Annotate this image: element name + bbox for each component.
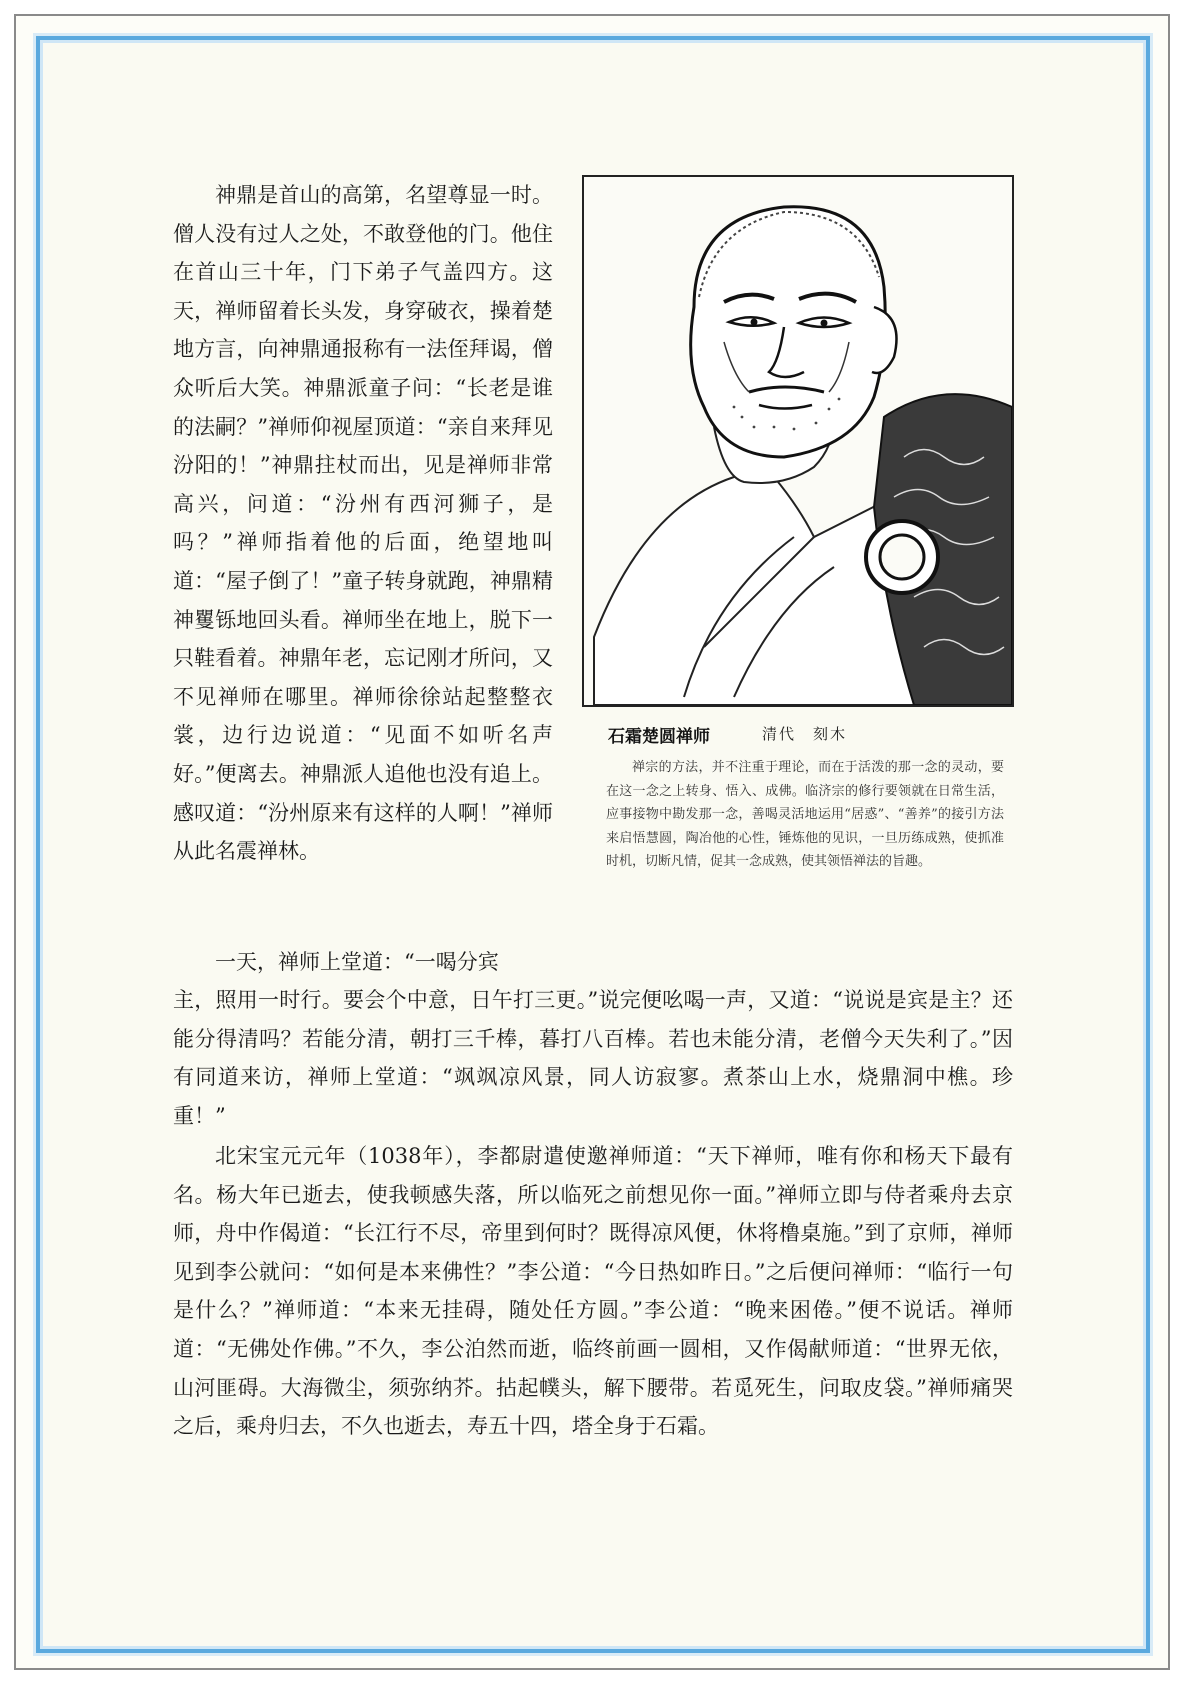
- paragraph-3: 北宋宝元元年（1038年），李都尉遣使邀禅师道：“天下禅师，唯有你和杨天下最有名。杨大年已逝去，使我顿感失落，所以临死之前想见你一面。”禅师立即与侍者乘舟去京师，舟中作偈道：“长江行不尽，帝里到何时？既得凉风便，休将橹桌施。”到了京师，禅师见到李公就问：“如何是本来佛性？”李公道：“今日热如昨日。”之后便问禅师：“临行一句是什么？”禅师道：“本来无挂碍，随处任方圆。”李公道：“晚来困倦。”便不说话。禅师道：“无佛处作佛。”不久，李公泊然而逝，临终前画一圆相，又作偈献师道：“世界无依，山河匪碍。大海微尘，须弥纳芥。拈起幞头，解下腰带。若觅死生，问取皮袋。”禅师痛哭之后，乘舟归去，不久也逝去，寿五十四，塔全身于石霜。: [173, 1144, 1013, 1439]
- monk-portrait-drawing: [584, 177, 1012, 705]
- paragraph-2-rest: 主，照用一时行。要会个中意，日午打三更。”说完便吆喝一声，又道：“说说是宾是主？还能分得清吗？若能分清，朝打三千棒，暮打八百棒。若也未能分清，老僧今天失利了。”因有同道来访，禅师上堂道：“飒飒凉风景，同人访寂寥。煮茶山上水，烧鼎洞中樵。珍重！”: [173, 988, 1013, 1128]
- figure-description: 禅宗的方法，并不注重于理论，而在于活泼的那一念的灵动，要在这一念之上转身、悟入、成佛。临济宗的修行要领就在日常生活，应事接物中勘发那一念，善喝灵活地运用“居惑”、“善养”的接引方法来启悟慧圆，陶冶他的心性，锤炼他的见识，一旦历练成熟，使抓准时机，切断凡情，促其一念成熟，使其领悟禅法的旨趣。: [606, 760, 1004, 869]
- paragraph-2-start: 一天，禅师上堂道：“一喝分宾: [215, 950, 499, 974]
- figure-era: 清代 刻木: [762, 725, 848, 743]
- paragraph-1: 神鼎是首山的高第，名望尊显一时。僧人没有过人之处，不敢登他的门。他住在首山三十年，门下弟子气盖四方。这天，禅师留着长头发，身穿破衣，操着楚地方言，向神鼎通报称有一法侄拜谒，僧众听后大笑。神鼎派童子问：“长老是谁的法嗣？”禅师仰视屋顶道：“亲自来拜见汾阳的！”神鼎拄杖而出，见是禅师非常高兴，问道：“汾州有西河狮子，是吗？”禅师指着他的后面，绝望地叫道：“屋子倒了！”童子转身就跑，神鼎精神矍铄地回头看。禅师坐在地上，脱下一只鞋看着。神鼎年老，忘记刚才所问，又不见禅师在哪里。禅师徐徐站起整整衣裳，边行边说道：“见面不如听名声好。”便离去。神鼎派人追他也没有追上。感叹道：“汾州原来有这样的人啊！”禅师从此名震禅林。: [173, 183, 553, 864]
- figure-title: 石霜楚圆禅师: [608, 727, 710, 747]
- woodcut-portrait-image: [582, 175, 1014, 707]
